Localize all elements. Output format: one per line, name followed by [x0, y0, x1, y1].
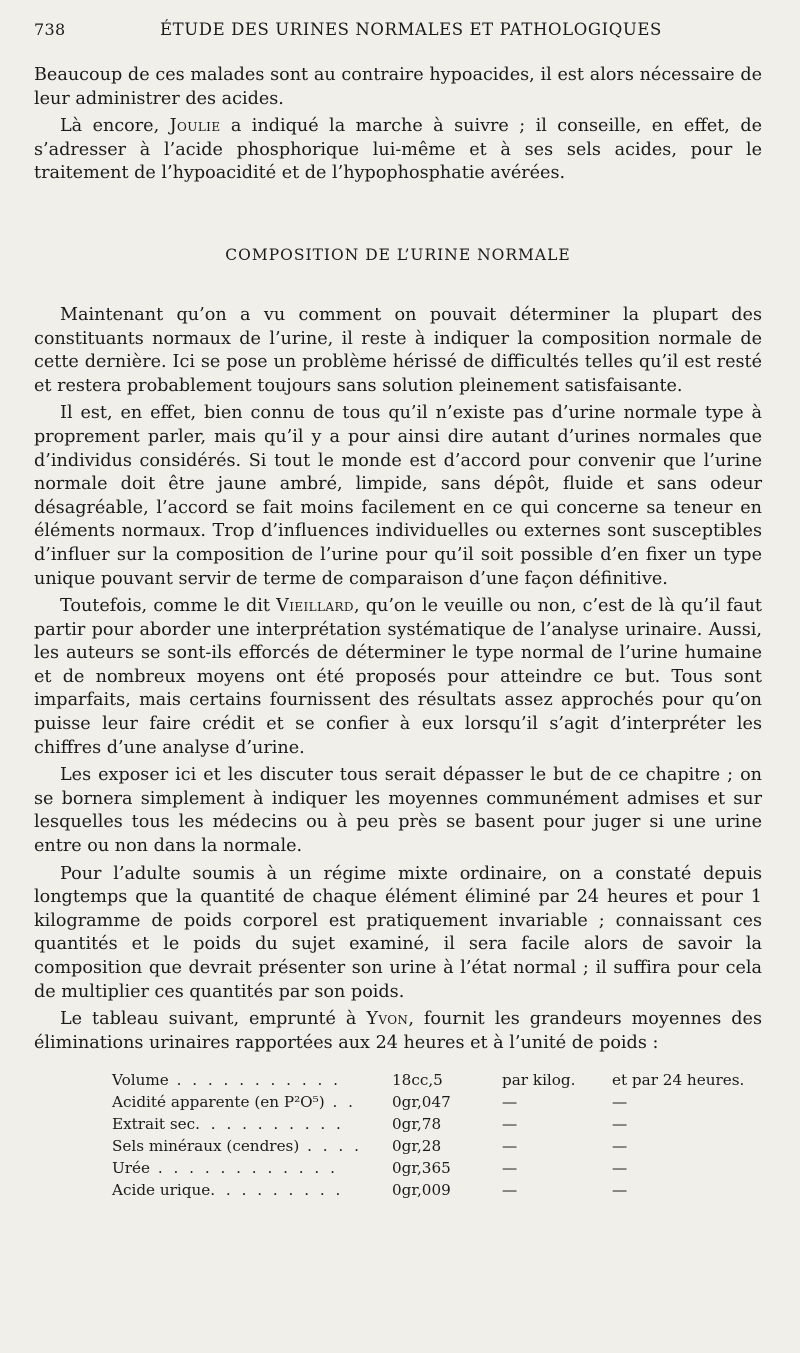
author-name-yvon: Yvon: [366, 1009, 409, 1030]
body-paragraph-3: Toutefois, comme le dit Vieillard, qu’on le veuille ou non, c’est de là qu’il faut partir pour aborder une interprétation systématique de l’analyse urinaire. Aussi, les auteurs se sont-ils efforcés de déterminer le type normal de l’urine humaine et de nombreux moyens ont été proposés pour atteindre ce but. Tous sont imparfaits, mais certains fournissent des résultats assez approchés pour qu’on puisse leur faire crédit et se confier à eux lorsqu’il s’agit d’interpréter les chiffres d’une analyse d’urine.: [34, 596, 762, 758]
body-paragraph-1: Maintenant qu’on a vu comment on pouvait déterminer la plupart des constituants normaux de l’urine, il reste à indiquer la composition normale de cette dernière. Ici se pose un problème hérissé de difficultés telles qu’il est resté et restera probablement toujours sans solution pleinement satisfaisante.: [34, 304, 762, 396]
body-paragraph-2: Il est, en effet, bien connu de tous qu’il n’existe pas d’urine normale type à proprement parler, mais qu’il y a pour ainsi dire autant d’urines normales que d’individus considérés. Si tout le monde est d’accord pour convenir que l’urine normale doit être jaune ambré, limpide, sans dépôt, fluide et sans odeur désagréable, l’accord se fait moins facilement en ce qui concerne sa teneur en éléments normaux. Trop d’influences individuelles ou externes sont susceptibles d’influer sur la composition de l’urine pour qu’il soit possible d’en fixer un type unique pouvant servir de terme de comparaison d’une façon définitive.: [34, 403, 762, 589]
table-row: Acide urique. . . . . . . . . 0gr,009 — —: [112, 1181, 744, 1203]
row-col-2: et par 24 heures.: [612, 1071, 745, 1090]
row-col-2: —: [612, 1115, 628, 1134]
row-value: 0gr,78: [392, 1115, 442, 1134]
row-col-1: —: [502, 1137, 518, 1156]
table-row: Sels minéraux (cendres) . . . . 0gr,28 — —: [112, 1137, 744, 1159]
elimination-table: [112, 1071, 744, 1203]
row-label: Volume: [112, 1071, 169, 1090]
row-value: 0gr,047: [392, 1093, 451, 1112]
row-col-2: —: [612, 1093, 628, 1112]
running-title: ÉTUDE DES URINES NORMALES ET PATHOLOGIQUES: [160, 20, 662, 39]
table-row: Acidité apparente (en P²O⁵) . . 0gr,047 — —: [112, 1093, 744, 1115]
row-col-2: —: [612, 1181, 628, 1200]
row-value: 0gr,365: [392, 1159, 451, 1178]
row-value: 0gr,28: [392, 1137, 442, 1156]
row-label: Extrait sec: [112, 1115, 196, 1134]
row-label: Urée: [112, 1159, 151, 1178]
row-value: 0gr,009: [392, 1181, 451, 1200]
body-paragraph-6: Le tableau suivant, emprunté à Yvon, fournit les grandeurs moyennes des éliminations urinaires rapportées aux 24 heures et à l’unité de poids :: [34, 1009, 762, 1053]
row-value: 18cc,5: [392, 1071, 443, 1090]
body-paragraph-5: Pour l’adulte soumis à un régime mixte ordinaire, on a constaté depuis longtemps que la quantité de chaque élément éliminé par 24 heures et pour 1 kilogramme de poids corporel est pratiquement invariable ; connaissant ces quantités et le poids du sujet examiné, il sera facile alors de savoir la composition que devrait présenter son urine à l’état normal ; il suffira pour cela de multiplier ces quantités par son poids.: [34, 863, 762, 1002]
section-heading: COMPOSITION DE L’URINE NORMALE: [225, 245, 571, 264]
table-row: Extrait sec. . . . . . . . . . 0gr,78 — —: [112, 1115, 744, 1137]
row-col-2: —: [612, 1137, 628, 1156]
author-name-joulie: Joulie: [169, 116, 221, 137]
author-name-vieillard: Vieillard: [276, 596, 354, 617]
row-label: Acide urique: [112, 1181, 211, 1200]
row-col-1: par kilog.: [502, 1071, 576, 1090]
table-row: Volume . . . . . . . . . . . 18cc,5 par kilog. et par 24 heures.: [112, 1071, 744, 1093]
row-col-1: —: [502, 1093, 518, 1112]
row-col-1: —: [502, 1159, 518, 1178]
row-label: Acidité apparente (en P²O⁵): [112, 1093, 325, 1112]
row-col-1: —: [502, 1181, 518, 1200]
page-number: 738: [34, 20, 66, 39]
row-col-1: —: [502, 1115, 518, 1134]
intro-paragraph-1: Beaucoup de ces malades sont au contraire hypoacides, il est alors nécessaire de leur administrer des acides.: [34, 65, 762, 109]
row-label: Sels minéraux (cendres): [112, 1137, 300, 1156]
row-col-2: —: [612, 1159, 628, 1178]
body-paragraph-4: Les exposer ici et les discuter tous serait dépasser le but de ce chapitre ; on se bornera simplement à indiquer les moyennes communément admises et sur lesquelles tous les médecins ou à peu près se basent pour juger si une urine entre ou non dans la normale.: [34, 765, 762, 857]
running-header: [34, 20, 762, 64]
table-row: Urée . . . . . . . . . . . . 0gr,365 — —: [112, 1159, 744, 1181]
intro-paragraph-2: Là encore, Joulie a indiqué la marche à suivre ; il conseille, en effet, de s’adresser à l’acide phosphorique lui-même et à ses sels acides, pour le traitement de l’hypoacidité et de l’hypophosphatie avérées.: [34, 116, 762, 184]
